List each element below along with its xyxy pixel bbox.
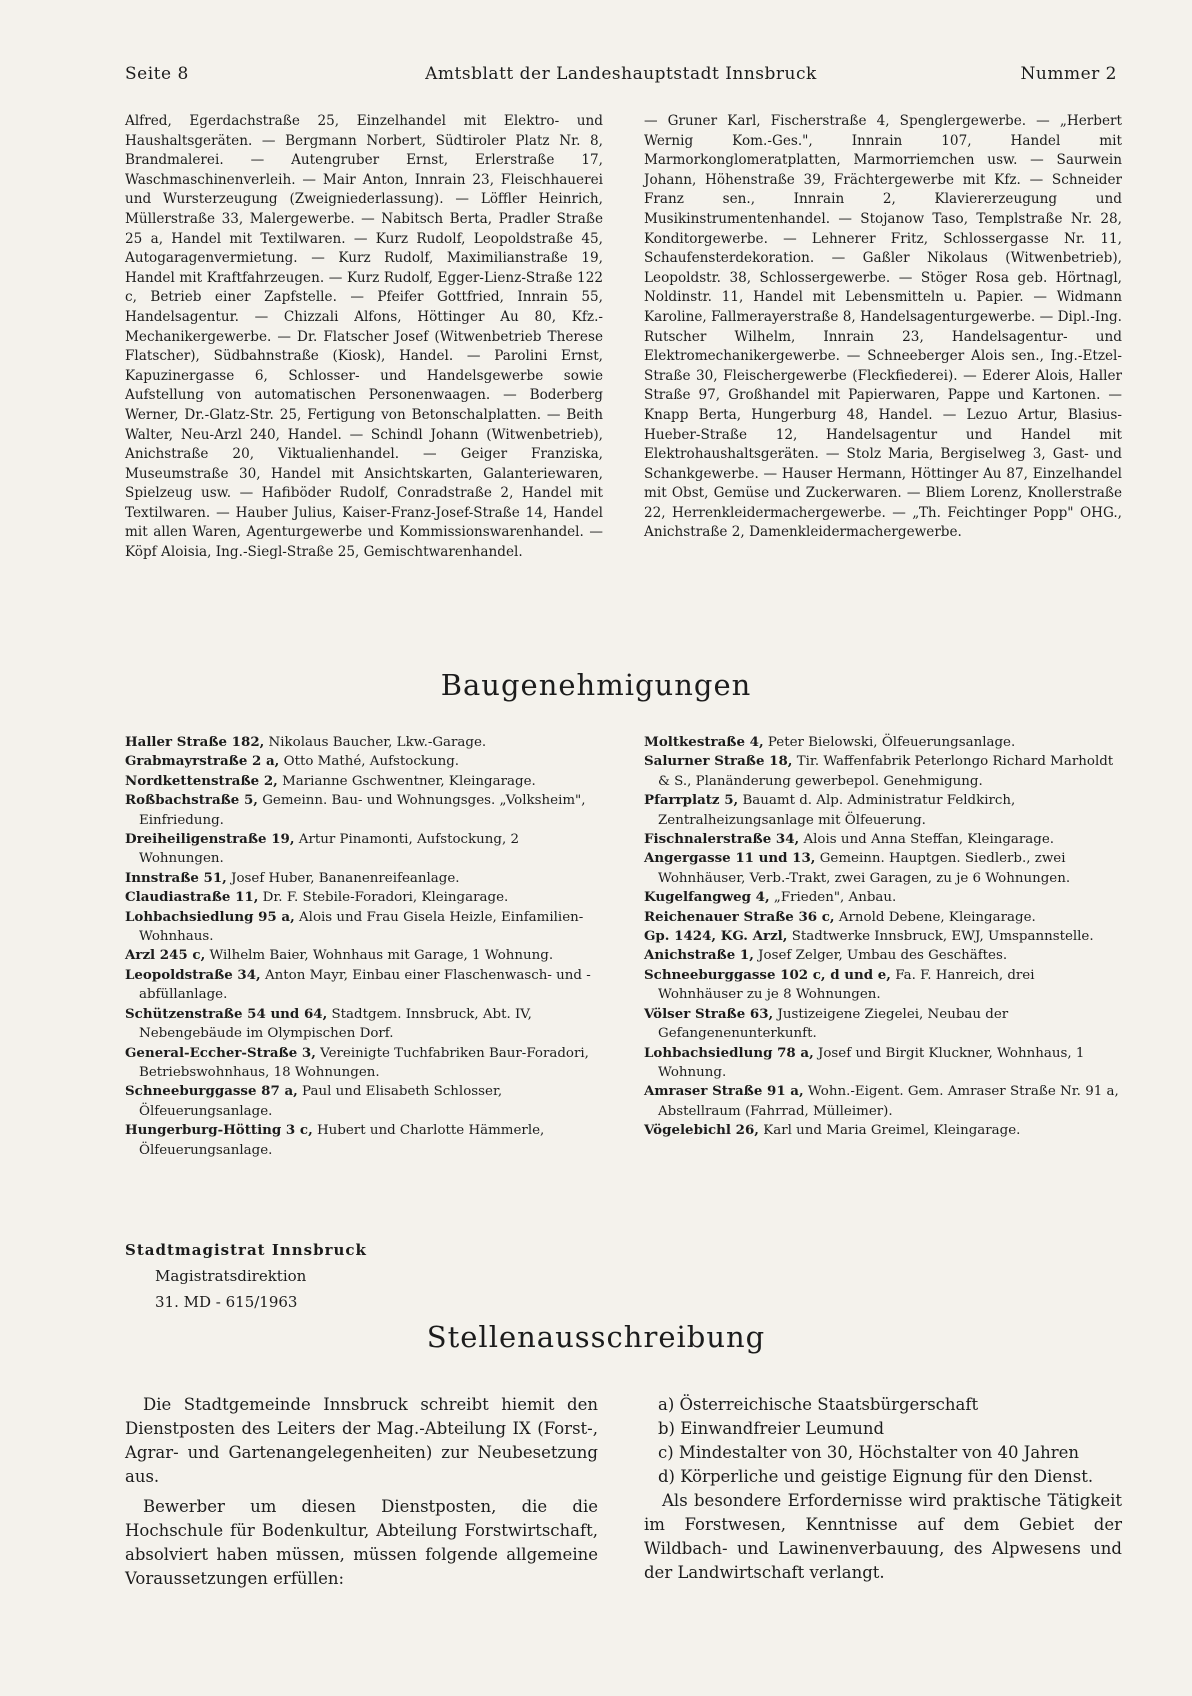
page-header [125, 64, 1117, 88]
permit-entry [125, 908, 603, 947]
permits-left-list [125, 733, 603, 1160]
permit-details: „Frieden", Anbau. [769, 890, 897, 906]
permit-entry [125, 1121, 603, 1160]
permit-details: Hubert und Charlotte Hämmerle, Ölfeuerungsanlage. [139, 1123, 545, 1158]
permit-entry [125, 1082, 603, 1121]
permit-entry [644, 849, 1122, 888]
permit-entry [125, 791, 603, 830]
office-name: Stadtmagistrat Innsbruck [125, 1241, 367, 1259]
job-paragraph-1: Die Stadtgemeinde Innsbruck schreibt hiemit den Dienstposten des Leiters der Mag.-Abteilung IX (Forst-, Agrar- und Gartenangelegenheiten) zur Neubesetzung aus. [125, 1395, 598, 1486]
permit-details: Gemeinn. Hauptgen. Siedlerb., zwei Wohnhäuser, Verb.-Trakt, zwei Garagen, zu je 6 Wohnungen. [658, 851, 1071, 886]
permit-address: Arzl 245 c, [125, 947, 206, 964]
job-posting-right [644, 1393, 1122, 1585]
permit-details: Tir. Waffenfabrik Peterlongo Richard Marholdt & S., Planänderung gewerbepol. Genehmigung. [658, 754, 1114, 789]
issue-number: Nummer 2 [1020, 64, 1117, 84]
permit-address: Reichenauer Straße 36 c, [644, 908, 835, 925]
permit-details: Stadtgem. Innsbruck, Abt. IV, Nebengebäude im Olympischen Dorf. [139, 1006, 532, 1042]
permit-details: Artur Pinamonti, Aufstockung, 2 Wohnungen. [139, 832, 519, 867]
job-posting-left [125, 1393, 598, 1597]
permit-address: Haller Straße 182, [125, 734, 265, 750]
job-posting-title: Stellenausschreibung [426, 1320, 766, 1354]
permit-entry [644, 927, 1122, 946]
permit-address: Nordkettenstraße 2, [125, 772, 278, 789]
permit-entry [125, 752, 603, 771]
permit-entry [125, 946, 603, 965]
requirement-b: b) Einwandfreier Leumund [658, 1419, 885, 1438]
permit-entry [125, 966, 603, 1005]
permit-entry [125, 888, 603, 907]
permit-address: Schützenstraße 54 und 64, [125, 1005, 328, 1022]
requirement-c: c) Mindestalter von 30, Höchstalter von 40 Jahren [658, 1443, 1080, 1462]
permit-entry [125, 1005, 603, 1044]
permit-address: Amraser Straße 91 a, [644, 1083, 804, 1100]
permit-details: Josef Zelger, Umbau des Geschäftes. [753, 948, 1008, 964]
permit-details: Wilhelm Baier, Wohnhaus mit Garage, 1 Wohnung. [205, 948, 554, 964]
permit-address: Hungerburg-Hötting 3 c, [125, 1122, 313, 1139]
permit-entry [644, 1044, 1122, 1083]
permit-entry [644, 1121, 1122, 1140]
permit-details: Stadtwerke Innsbruck, EWJ, Umspannstelle. [787, 929, 1094, 945]
permit-details: Alois und Frau Gisela Heizle, Einfamilien-Wohnhaus. [139, 909, 584, 945]
permit-details: Vereinigte Tuchfabriken Baur-Foradori, Betriebswohnhaus, 18 Wohnungen. [139, 1045, 589, 1080]
permit-entry [644, 830, 1122, 849]
permit-details: Wohn.-Eigent. Gem. Amraser Straße Nr. 91 a, Abstellraum (Fahrrad, Mülleimer). [658, 1084, 1119, 1119]
permit-details: Paul und Elisabeth Schlosser, Ölfeuerungsanlage. [139, 1084, 503, 1119]
permit-entry [644, 791, 1122, 830]
permit-address: Schneeburggasse 102 c, d und e, [644, 966, 891, 983]
permit-address: Claudiastraße 11, [125, 889, 259, 906]
permit-details: Gemeinn. Bau- und Wohnungsges. „Volksheim", Einfriedung. [139, 793, 586, 828]
permit-details: Josef Huber, Bananenreifeanlage. [226, 870, 460, 886]
permit-entry [644, 888, 1122, 907]
permit-details: Otto Mathé, Aufstockung. [279, 754, 460, 770]
permit-address: Pfarrplatz 5, [644, 792, 739, 809]
permit-details: Karl und Maria Greimel, Kleingarage. [758, 1123, 1021, 1139]
permit-entry [125, 772, 603, 791]
permit-address: Gp. 1424, KG. Arzl, [644, 928, 788, 945]
permit-details: Josef und Birgit Kluckner, Wohnhaus, 1 Wohnung. [658, 1045, 1085, 1080]
permit-address: Angergasse 11 und 13, [644, 850, 816, 867]
permit-details: Dr. F. Stebile-Foradori, Kleingarage. [258, 890, 509, 906]
permit-address: Dreiheiligenstraße 19, [125, 831, 295, 848]
permit-details: Peter Bielowski, Ölfeuerungsanlage. [763, 735, 1016, 750]
permits-right-list [644, 733, 1122, 1141]
permit-entry [125, 733, 603, 752]
building-permits-title: Baugenehmigungen [440, 668, 752, 702]
permit-details: Marianne Gschwentner, Kleingarage. [277, 773, 536, 789]
permit-entry [644, 1082, 1122, 1121]
trade-register-text-right: — Gruner Karl, Fischerstraße 4, Spenglergewerbe. — „Herbert Wernig Kom.-Ges.", Innrain 107, Handel mit Marmorkonglomeratplatten, Marmorriemchen usw. — Saurwein Johann, Höhenstraße 39, Frächtergewerbe mit Kfz. — Schneider Franz sen., Innrain 2, Klaviererzeugung und Musikinstrumentenhandel. — Stojanow Taso, Templstraße Nr. 28, Konditorgewerbe. — Lehnerer Fritz, Schlossergasse Nr. 11, Schaufensterdekoration. — Gaßler Nikolaus (Witwenbetrieb), Leopoldstr. 38, Schlossergewerbe. — Stöger Rosa geb. Hörtnagl, Noldinstr. 11, Handel mit Lebensmitteln u. Papier. — Widmann Karoline, Fallmerayerstraße 8, Handelsagenturgewerbe. — Dipl.-Ing. Rutscher Wilhelm, Innrain 23, Handelsagentur- und Elektromechanikergewerbe. — Schneeberger Alois sen., Ing.-Etzel-Straße 30, Fleischergewerbe (Fleckfiederei). — Ederer Alois, Haller Straße 97, Großhandel mit Papierwaren, Pappe und Kartonen. — Knapp Berta, Hungerburg 48, Handel. — Lezuo Artur, Blasius-Hueber-Straße 12, Handelsagentur und Handel mit Elektrohaushaltsgeräten. — Stolz Maria, Bergiselweg 3, Gast- und Schankgewerbe. — Hauser Hermann, Höttinger Au 87, Einzelhandel mit Obst, Gemüse und Zuckerwaren. — Bliem Lorenz, Knollerstraße 22, Herrenkleidermachergewerbe. — „Th. Feichtinger Popp" OHG., Anichstraße 2, Damenkleidermachergewerbe. [644, 113, 1122, 541]
permit-address: Roßbachstraße 5, [125, 792, 258, 809]
job-paragraph-3: Als besondere Erfordernisse wird praktische Tätigkeit im Forstwesen, Kenntnisse auf dem Gebiet der Wildbach- und Lawinenverbauung, des Alpwesens und der Landwirtschaft verlangt. [644, 1491, 1122, 1582]
requirement-a: a) Österreichische Staatsbürgerschaft [658, 1395, 979, 1414]
page-number: Seite 8 [125, 64, 189, 84]
permit-address: Leopoldstraße 34, [125, 966, 261, 983]
trade-register-right [644, 112, 1122, 543]
trade-register-left [125, 112, 603, 563]
permit-entry [644, 1005, 1122, 1044]
permit-entry [644, 946, 1122, 965]
permit-address: Moltkestraße 4, [644, 734, 764, 750]
publication-title: Amtsblatt der Landeshauptstadt Innsbruck [425, 64, 817, 84]
permit-details: Alois und Anna Steffan, Kleingarage. [799, 832, 1055, 848]
permit-details: Justizeigene Ziegelei, Neubau der Gefangenenunterkunft. [658, 1006, 1009, 1042]
permit-address: Lohbachsiedlung 95 a, [125, 908, 295, 925]
permit-entry [644, 752, 1122, 791]
permit-details: Anton Mayr, Einbau einer Flaschenwasch- und -abfüllanlage. [139, 967, 591, 1003]
permit-entry [644, 966, 1122, 1005]
permit-address: Fischnalerstraße 34, [644, 831, 800, 848]
permit-address: Vögelebichl 26, [644, 1122, 759, 1139]
permit-address: Salurner Straße 18, [644, 753, 793, 770]
permit-address: Völser Straße 63, [644, 1005, 774, 1022]
job-paragraph-2: Bewerber um diesen Dienstposten, die die Hochschule für Bodenkultur, Abteilung Forstwirtschaft, absolviert haben müssen, müssen folgende allgemeine Voraussetzungen erfüllen: [125, 1497, 598, 1588]
permit-address: Innstraße 51, [125, 869, 227, 886]
permit-entry [644, 733, 1122, 752]
permit-details: Fa. F. Hanreich, drei Wohnhäuser zu je 8 Wohnungen. [658, 967, 1035, 1003]
permit-entry [644, 908, 1122, 927]
office-block [125, 1237, 367, 1315]
permit-address: Kugelfangweg 4, [644, 889, 770, 906]
office-department: Magistratsdirektion [155, 1267, 307, 1285]
office-reference: 31. MD - 615/1963 [155, 1293, 298, 1311]
permit-details: Nikolaus Baucher, Lkw.-Garage. [264, 735, 487, 750]
permit-entry [125, 1044, 603, 1083]
permit-address: Lohbachsiedlung 78 a, [644, 1044, 814, 1061]
permit-address: Anichstraße 1, [644, 947, 754, 964]
permit-details: Bauamt d. Alp. Administratur Feldkirch, Zentralheizungsanlage mit Ölfeuerung. [658, 793, 1016, 828]
permit-entry [125, 869, 603, 888]
requirement-d: d) Körperliche und geistige Eignung für den Dienst. [658, 1467, 1094, 1486]
permit-address: Grabmayrstraße 2 a, [125, 753, 280, 770]
permit-details: Arnold Debene, Kleingarage. [834, 909, 1036, 925]
permit-entry [125, 830, 603, 869]
permit-address: General-Eccher-Straße 3, [125, 1044, 316, 1061]
trade-register-text-left: Alfred, Egerdachstraße 25, Einzelhandel mit Elektro- und Haushaltsgeräten. — Bergmann Norbert, Südtiroler Platz Nr. 8, Brandmalerei. — Autengruber Ernst, Erlerstraße 17, Waschmaschinenverleih. — Mair Anton, Innrain 23, Fleischhauerei und Wursterzeugung (Zweigniederlassung). — Löffler Heinrich, Müllerstraße 33, Malergewerbe. — Nabitsch Berta, Pradler Straße 25 a, Handel mit Textilwaren. — Kurz Rudolf, Leopoldstraße 45, Autogaragenvermietung. — Kurz Rudolf, Maximilianstraße 19, Handel mit Kraftfahrzeugen. — Kurz Rudolf, Egger-Lienz-Straße 122 c, Betrieb einer Zapfstelle. — Pfeifer Gottfried, Innrain 55, Handelsagentur. — Chizzali Alfons, Höttinger Au 80, Kfz.-Mechanikergewerbe. — Dr. Flatscher Josef (Witwenbetrieb Therese Flatscher), Südbahnstraße (Kiosk), Handel. — Parolini Ernst, Kapuzinergasse 6, Schlosser- und Handelsgewerbe sowie Aufstellung von automatischen Personenwaagen. — Boderberg Werner, Dr.-Glatz-Str. 25, Fertigung von Betonschalplatten. — Beith Walter, Neu-Arzl 240, Handel. — Schindl Johann (Witwenbetrieb), Anichstraße 20, Viktualienhandel. — Geiger Franziska, Museumstraße 30, Handel mit Ansichtskarten, Galanteriewaren, Spielzeug usw. — Hafiböder Rudolf, Conradstraße 2, Handel mit Textilwaren. — Hauber Julius, Kaiser-Franz-Josef-Straße 14, Handel mit allen Waren, Agenturgewerbe und Kommissionswarenhandel. — Köpf Aloisia, Ing.-Siegl-Straße 25, Gemischtwarenhandel. [125, 113, 603, 561]
permit-address: Schneeburggasse 87 a, [125, 1083, 298, 1100]
